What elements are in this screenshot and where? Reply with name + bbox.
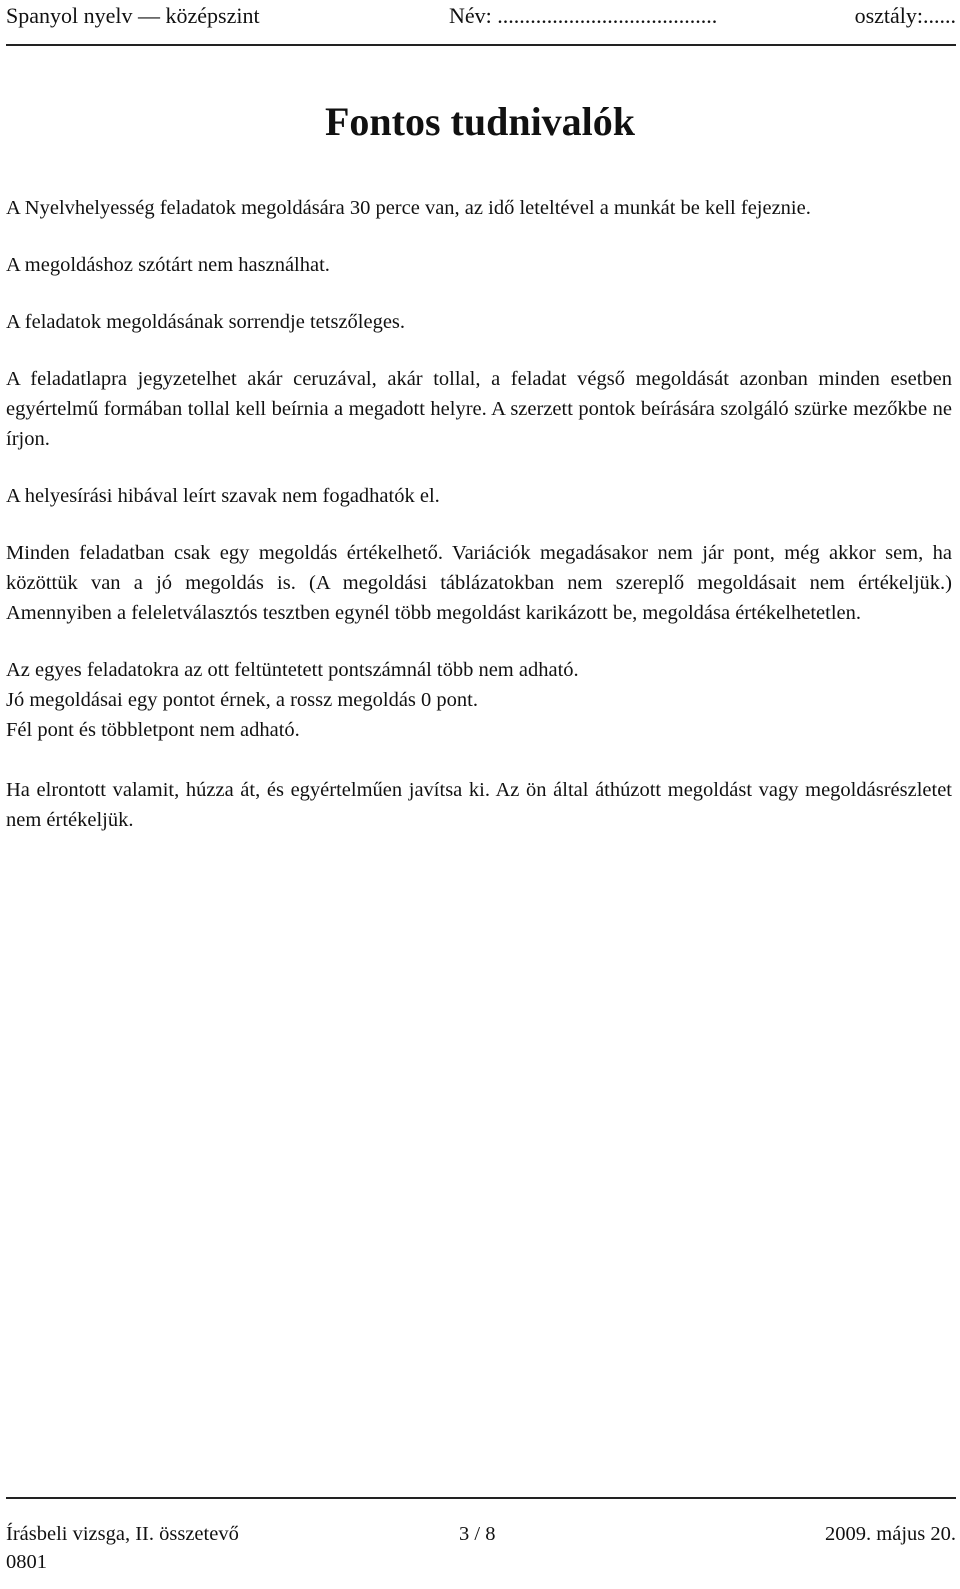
page-title: Fontos tudnivalók [324,99,636,144]
header-name-field: Név: ........................................ [449,3,718,28]
instruction-paragraph: Ha elrontott valamit, húzza át, és egyértelműen javítsa ki. Az ön által áthúzott megoldást vagy megoldásrészletet nem értékeljük. [6,779,952,831]
instruction-paragraph: A megoldáshoz szótárt nem használhat. [6,254,330,276]
instruction-paragraph: Jó megoldásai egy pontot érnek, a rossz megoldás 0 pont. [6,689,478,711]
header-class-field: osztály:...... [854,3,956,28]
instruction-paragraph: Minden feladatban csak egy megoldás értékelhető. Variációk megadásakor nem jár pont, még akkor sem, ha közöttük van a jó megoldás is. (A megoldási táblázatokban nem szereplő megoldásait nem értékeljük.) Amennyiben a feleletválasztós tesztben egynél több megoldást karikázott be, megoldása értékelhetetlen. [6,542,952,624]
instruction-paragraph: A feladatlapra jegyzetelhet akár ceruzával, akár tollal, a feladat végső megoldását azonban minden esetben egyértelmű formában tollal kell beírnia a megadott helyre. A szerzett pontok beírására szolgáló szürke mezőkbe ne írjon. [6,368,952,450]
instruction-paragraph: A Nyelvhelyesség feladatok megoldására 30 perce van, az idő leteltével a munkát be kell fejeznie. [6,197,811,219]
instruction-paragraph: Fél pont és többletpont nem adható. [6,719,300,741]
page-header [6,0,956,46]
instruction-paragraph: A feladatok megoldásának sorrendje tetszőleges. [6,311,406,333]
instruction-paragraph: A helyesírási hibával leírt szavak nem fogadhatók el. [6,485,440,507]
instructions-body [6,193,952,835]
footer-code: 0801 [6,1551,47,1573]
footer-exam-label: Írásbeli vizsga, II. összetevő [6,1523,239,1545]
instruction-paragraph: Az egyes feladatokra az ott feltüntetett pontszámnál több nem adható. [6,659,579,681]
page-footer [6,1497,956,1589]
footer-date: 2009. május 20. [825,1523,956,1545]
header-subject: Spanyol nyelv — középszint [6,3,260,28]
footer-page-number: 3 / 8 [459,1523,496,1545]
